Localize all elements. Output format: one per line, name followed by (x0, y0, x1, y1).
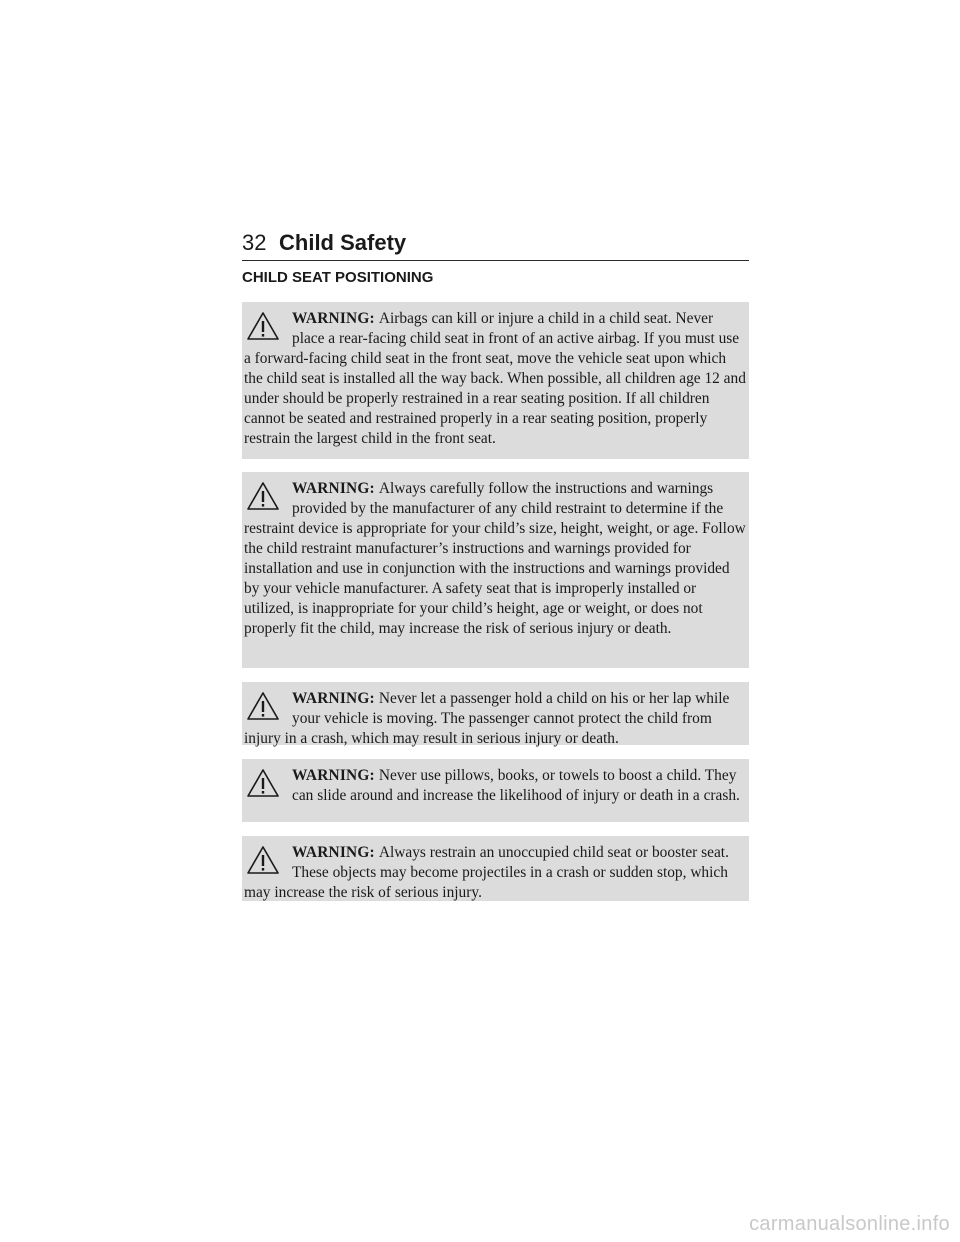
warning-label: WARNING: (292, 767, 379, 784)
warning-triangle-icon (244, 845, 288, 879)
warning-triangle-icon (244, 311, 288, 345)
warning-triangle-icon (244, 691, 288, 725)
warning-content (244, 689, 746, 749)
warning-content (244, 766, 746, 806)
warning-box (242, 302, 749, 459)
warning-body: Always carefully follow the instructions and warnings provided by the manufacturer of any child restraint to determine if the restraint device is appropriate for your child’s size, height, weight, or age. Follow the child restraint manufacturer’s instructions and warnings provided for installation and use in conjunction with the instructions and warnings provided by your vehicle manufacturer. A safety seat that is improperly installed or utilized, is inappropriate for your child’s height, age or weight, or does not properly fit the child, may increase the risk of serious injury or death. (244, 480, 746, 637)
warning-body: Always restrain an unoccupied child seat or booster seat. These objects may become projectiles in a crash or sudden stop, which may increase the risk of serious injury. (244, 844, 729, 901)
warning-body: Airbags can kill or injure a child in a child seat. Never place a rear-facing child seat in front of an active airbag. If you must use a forward-facing child seat in the front seat, move the vehicle seat upon which the child seat is installed all the way back. When possible, all children age 12 and under should be properly restrained in a rear seating position. If all children cannot be seated and restrained properly in a rear seating position, properly restrain the largest child in the front seat. (244, 310, 746, 447)
warning-label: WARNING: (292, 690, 379, 707)
warning-label: WARNING: (292, 310, 379, 327)
warning-box (242, 836, 749, 901)
page-header (242, 228, 749, 261)
warning-label: WARNING: (292, 480, 379, 497)
page-number: 32 (242, 230, 267, 255)
section-heading: CHILD SEAT POSITIONING (242, 269, 434, 286)
warning-content (244, 479, 746, 639)
warning-triangle-icon (244, 768, 288, 802)
warning-body: Never let a passenger hold a child on his or her lap while your vehicle is moving. The passenger cannot protect the child from injury in a crash, which may result in serious injury or death. (244, 690, 730, 747)
warning-label: WARNING: (292, 844, 379, 861)
warning-content (244, 843, 746, 903)
warning-box (242, 759, 749, 822)
warning-body: Never use pillows, books, or towels to boost a child. They can slide around and increase the likelihood of injury or death in a crash. (292, 767, 740, 804)
warning-content (244, 309, 746, 449)
warning-box (242, 472, 749, 668)
warning-box (242, 682, 749, 745)
chapter-title: Child Safety (279, 230, 407, 255)
warning-triangle-icon (244, 481, 288, 515)
watermark: carmanualsonline.info (749, 1213, 950, 1235)
